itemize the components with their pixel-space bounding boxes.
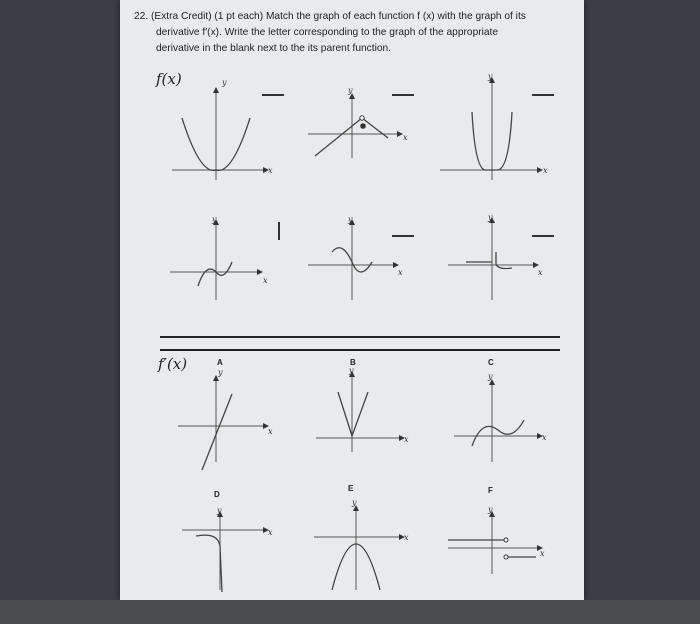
- f-graph-3: [440, 80, 540, 180]
- question-line-2: derivative f′(x). Write the letter corresponding to the graph of the appropriate: [156, 27, 499, 38]
- f-graph-2: [308, 96, 400, 158]
- fprime-label: f′(x): [158, 355, 188, 373]
- f-graph-4: [170, 222, 260, 300]
- axis-x-label: x: [398, 268, 403, 277]
- axis-x-label: x: [263, 276, 268, 285]
- f-graph-5: [308, 222, 396, 300]
- axis-x-label: x: [542, 433, 547, 442]
- axis-x-label: x: [404, 533, 409, 542]
- question-line-3: derivative in the blank next to the its parent function.: [156, 43, 392, 54]
- f-graph-6: [448, 220, 536, 300]
- axis-y-label: y: [217, 506, 222, 515]
- fprime-graph-d: [182, 514, 266, 592]
- axis-y-label: y: [488, 372, 493, 381]
- letter-d: D: [214, 490, 220, 499]
- axis-x-label: x: [540, 549, 545, 558]
- axis-y-label: y: [212, 215, 217, 224]
- axis-x-label: x: [268, 166, 273, 175]
- axis-y-label: y: [222, 78, 227, 87]
- fprime-graph-f: [448, 514, 540, 574]
- fprime-graph-c: [454, 382, 540, 462]
- axis-y-label: y: [488, 213, 493, 222]
- f-graph-1: [172, 90, 266, 180]
- worksheet-page: [120, 0, 584, 600]
- axis-y-label: y: [488, 72, 493, 81]
- fprime-graph-e: [314, 508, 402, 590]
- letter-b: B: [350, 358, 356, 367]
- axis-x-label: x: [403, 133, 408, 142]
- axis-y-label: y: [348, 86, 353, 95]
- axis-y-label: y: [352, 498, 357, 507]
- letter-e: E: [348, 484, 354, 493]
- question-number: 22.: [134, 11, 149, 22]
- fprime-graph-a: [178, 378, 266, 470]
- letter-c: C: [488, 358, 494, 367]
- fprime-graph-b: [316, 374, 402, 452]
- axis-x-label: x: [268, 427, 273, 436]
- axis-y-label: y: [349, 366, 354, 375]
- axis-y-label: y: [488, 505, 493, 514]
- axis-x-label: x: [268, 528, 273, 537]
- axis-x-label: x: [543, 166, 548, 175]
- axis-x-label: x: [404, 435, 409, 444]
- question-line-1: (Extra Credit) (1 pt each) Match the graph of each function f (x) with the graph of its: [151, 11, 526, 22]
- f-label: f(x): [156, 70, 182, 88]
- letter-f: F: [488, 486, 493, 495]
- bottom-bar: [0, 600, 700, 624]
- axis-y-label: y: [348, 215, 353, 224]
- axis-x-label: x: [538, 268, 543, 277]
- axis-y-label: y: [218, 368, 223, 377]
- letter-a: A: [217, 358, 223, 367]
- graphs-layer: [120, 0, 584, 600]
